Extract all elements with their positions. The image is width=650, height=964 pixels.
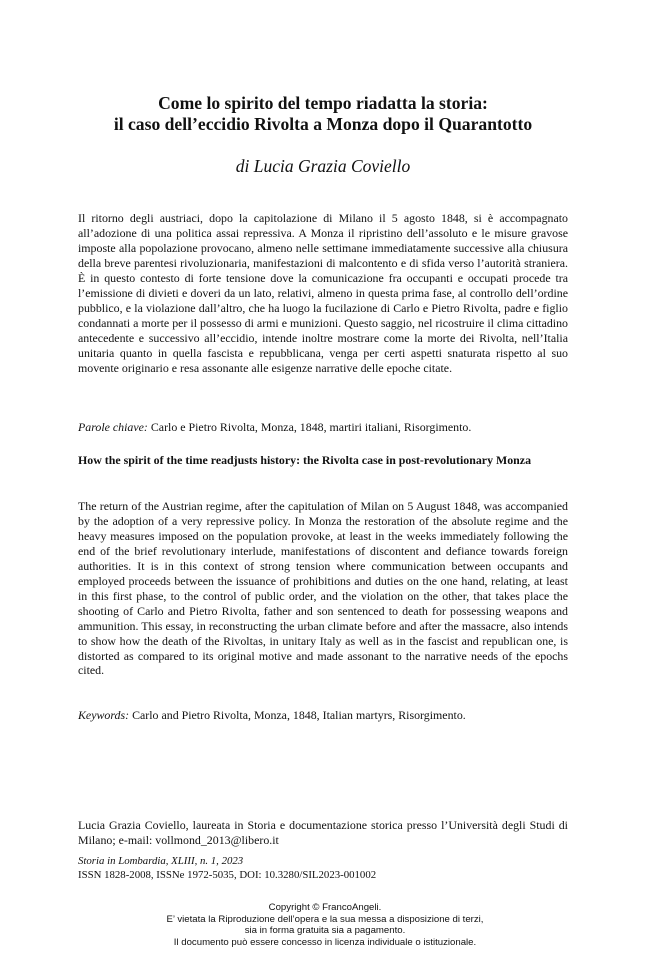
author-note: Lucia Grazia Coviello, laureata in Storia e documentazione storica presso l’Università degli Studi di Milano; e-mail: vollmond_2013@libero.it bbox=[78, 818, 568, 847]
article-author: di Lucia Grazia Coviello bbox=[235, 156, 411, 176]
english-abstract-title: How the spirit of the time readjusts history: the Rivolta case in post-revolutionary Monza bbox=[78, 453, 532, 467]
copyright-line-3: sia in forma gratuita sia a pagamento. bbox=[244, 925, 406, 937]
journal-identifiers: ISSN 1828-2008, ISSNe 1972-5035, DOI: 10.3280/SIL2023-001002 bbox=[78, 869, 377, 881]
abstract-italian: Il ritorno degli austriaci, dopo la capitolazione di Milano il 5 agosto 1848, si è accompagnato all’adozione di una politica assai repressiva. A Monza il ripristino dell’assoluto e le misure gravose imposte alla popolazione provocano, almeno nelle settimane immediatamente successive alla chiusura della breve parentesi rivoluzionaria, manifestazioni di malcontento e di sfida verso l’autorità straniera. È in questo contesto di forte tensione dove la comunicazione fra occupanti e occupati procede tra l’emissione di divieti e doveri da un lato, relativi, almeno in questa prima fase, al controllo dell’ordine pubblico, e la violazione dall’altro, che ha luogo la fucilazione di Carlo e Pietro Rivolta, padre e figlio condannati a morte per il possesso di armi e munizioni. Questo saggio, nel ricostruire il clima cittadino antecedente e successivo all’eccidio, intende inoltre mostrare come la morte dei Rivolta, nell’Italia unitaria quanto in quella fascista e repubblicana, venga per certi aspetti snaturata rispetto al suo movente originario e resa assonante alle esigenze narrative delle epoche citate. bbox=[78, 211, 568, 375]
copyright-line-2: E’ vietata la Riproduzione dell’opera e la sua messa a disposizione di terzi, bbox=[166, 913, 484, 925]
keywords-english-label: Keywords: bbox=[78, 708, 130, 722]
article-title-line-2: il caso dell’eccidio Rivolta a Monza dopo il Quarantotto bbox=[113, 114, 533, 134]
copyright-line-1: Copyright © FrancoAngeli. bbox=[268, 902, 382, 913]
keywords-english bbox=[78, 708, 568, 723]
keywords-english-list: Carlo and Pietro Rivolta, Monza, 1848, Italian martyrs, Risorgimento. bbox=[132, 708, 466, 722]
copyright-notice bbox=[0, 902, 650, 949]
journal-citation: Storia in Lombardia, XLIII, n. 1, 2023 bbox=[78, 855, 244, 867]
copyright-line-4: Il documento può essere concesso in licenza individuale o istituzionale. bbox=[173, 937, 477, 949]
keywords-italian bbox=[78, 420, 568, 435]
article-title-line-1: Come lo spirito del tempo riadatta la storia: bbox=[158, 93, 488, 113]
abstract-english: The return of the Austrian regime, after the capitulation of Milan on 5 August 1848, was accompanied by the adoption of a very repressive policy. In Monza the restoration of the absolute regime and the heavy measures imposed on the population provoke, at least in the weeks immediately following the end of the brief revolutionary interlude, manifestations of discontent and defiance towards foreign authorities. It is in this context of strong tension where communication between occupants and employed proceeds between the issuance of prohibitions and duties on the one hand, relating, at least in this first phase, to the control of public order, and the violation on the other, that takes place the shooting of Carlo and Pietro Rivolta, father and son sentenced to death for possessing weapons and ammunition. This essay, in reconstructing the urban climate before and after the massacre, also intends to show how the death of the Rivoltas, in unitary Italy as well as in the fascist and republican one, is distorted as compared to its original motive and made assonant to the narrative needs of the epochs cited. bbox=[78, 499, 568, 678]
keywords-italian-list: Carlo e Pietro Rivolta, Monza, 1848, martiri italiani, Risorgimento. bbox=[150, 420, 472, 434]
keywords-italian-label: Parole chiave: bbox=[78, 420, 148, 434]
article-title bbox=[78, 93, 568, 135]
